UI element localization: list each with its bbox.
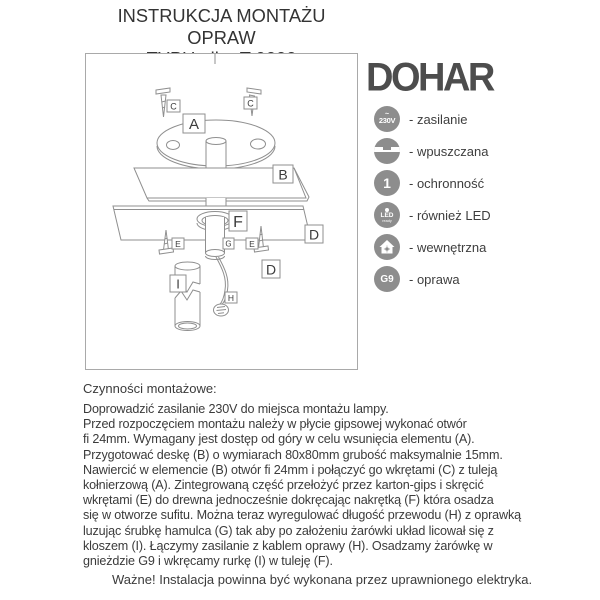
label-b: B [278,166,288,183]
flange-sleeve-top [206,138,226,145]
label-a: A [188,116,200,133]
feature-legend [374,106,491,292]
label-c-left: C [170,101,177,112]
instruction-line: się w otworze sufitu. Można teraz wyregulować długość przewodu (H) z oprawką [83,508,521,523]
legend-row-recessed [374,138,491,164]
label-i: I [176,276,180,292]
legend-row-socket [374,266,491,292]
label-g: G [225,239,232,249]
protection-class-icon: 1 [374,170,400,196]
instruction-line: kołnierzową (A). Zintegrowaną część przełożyć przez karton-gips i skręcić [83,478,484,493]
legend-label: - oprawa [409,271,460,287]
instruction-line: wkrętami (E) do drewna jednocześnie dokręcając nakrętką (F) która osadza [83,493,494,508]
instruction-line: Przygotować deskę (B) o wymiarach 80x80mm grubość maksymalnie 15mm. [83,447,503,462]
label-d-screw: D [265,261,277,278]
title-line-1: INSTRUKCJA MONTAŻU OPRAW [117,5,326,48]
legend-row-led [374,202,491,228]
label-d-panel: D [308,226,320,243]
instruction-line: Doprowadzić zasilanie 230V do miejsca montażu lampy. [83,402,389,416]
g9-socket-icon: G9 [374,266,400,292]
label-c-right: C [247,98,254,109]
assembly-diagram [85,53,358,370]
instruction-line: Nawiercić w elemencie (B) otwór fi 24mm i połączyć go wkrętami (C) z tuleją [83,462,498,477]
instruction-line: fi 24mm. Wymagany jest dostęp od góry w celu wsunięcia elementu (A). [83,432,475,447]
label-e-right: E [249,239,255,249]
instruction-line: Przed rozpoczęciem montażu należy w płycie gipsowej wykonać otwór [83,417,467,432]
label-h: H [227,293,235,303]
legend-label: - wpuszczana [409,143,489,159]
legend-label: - również LED [409,207,491,223]
legend-label: - wewnętrzna [409,239,487,255]
instruction-line: luzując śrubkę hamulca (G) tak aby po założeniu żarówki układ licował się z [83,523,494,538]
legend-row-indoor [374,234,491,260]
instruction-line: gnieżdzie G9 i wkręcamy rurkę (I) w tuleję (F). [83,554,333,569]
power-230v-icon: ~ 230V [374,106,400,132]
brand-logo: DOHAR [366,56,493,101]
led-ready-icon: LED ready [374,202,400,228]
label-e-left: E [175,239,181,249]
lamp-body-cylinder [206,217,225,260]
instructions-paragraph [83,402,528,569]
legend-row-power [374,106,491,132]
g9-socket-holder [214,304,229,316]
instruction-line: kloszem (I). Łączymy zasilanie z kablem oprawy (H). Osadzamy żarówkę w [83,538,493,553]
instructions-heading: Czynności montażowe: [83,381,217,396]
indoor-use-icon [374,234,400,260]
legend-label: - ochronność [409,175,485,191]
legend-label: - zasilanie [409,111,468,127]
label-f: F [233,214,243,231]
glass-tube [175,262,200,331]
warning-note: Ważne! Instalacja powinna być wykonana przez uprawnionego elektryka. [112,572,533,587]
legend-row-protection [374,170,491,196]
recessed-mount-icon [374,138,400,164]
lamp-assembly-drawing [86,54,357,369]
